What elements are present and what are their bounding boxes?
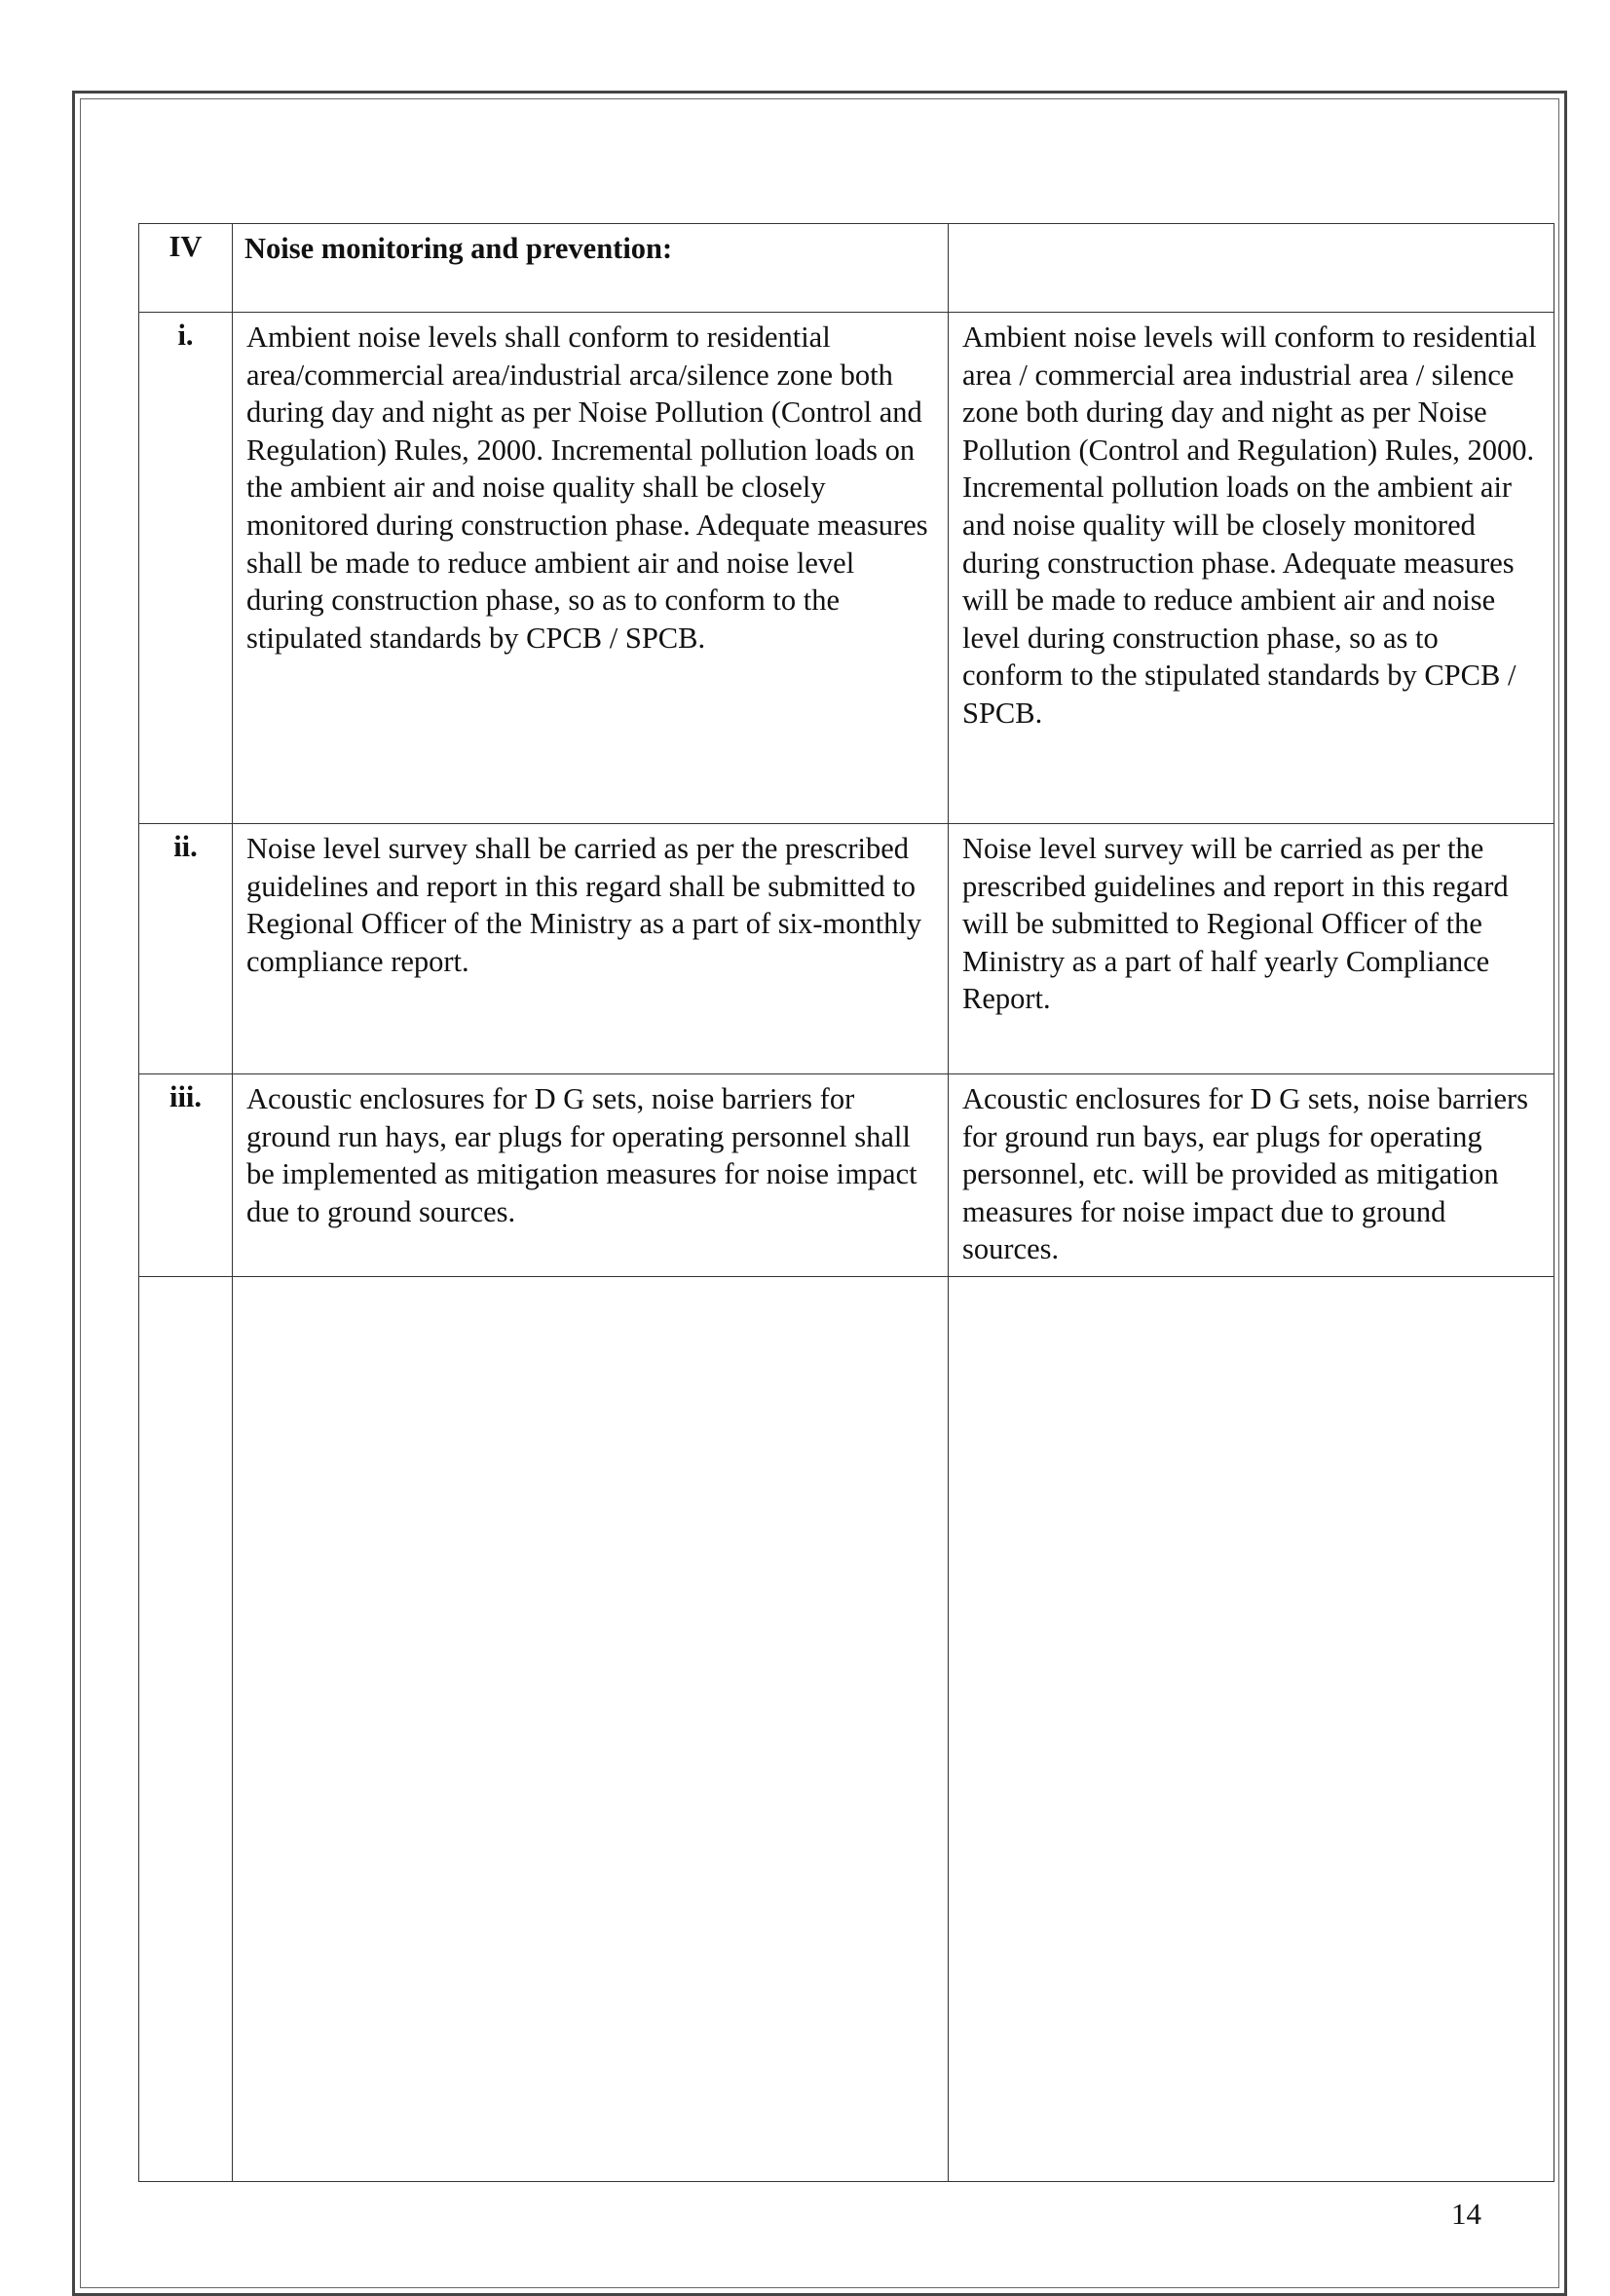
empty-table-row (139, 1276, 1554, 2181)
table-row (139, 1074, 1554, 1277)
page-number: 14 (1451, 2197, 1481, 2231)
empty-cell-response (949, 1276, 1554, 2181)
row-number: ii. (139, 824, 233, 1074)
section-number: IV (139, 224, 233, 313)
compliance-table (138, 223, 1554, 2182)
table-row (139, 824, 1554, 1074)
table-row (139, 313, 1554, 824)
compliance-response: Ambient noise levels will conform to residential area / commercial area industrial area / silence zone both during day and night as per Noise Pollution (Control and Regulation) Rules, 2000. Incremental pollution loads on the ambient air and noise quality will be closely monitored during construction phase. Adequate measures will be made to reduce ambient air and noise level during construction phase, so as to conform to the stipulated standards by CPCB / SPCB. (949, 313, 1554, 824)
section-title: Noise monitoring and prevention: (233, 224, 949, 313)
row-number: i. (139, 313, 233, 824)
row-number: iii. (139, 1074, 233, 1277)
compliance-response: Noise level survey will be carried as per the prescribed guidelines and report in this regard will be submitted to Regional Officer of the Ministry as a part of half yearly Compliance Report. (949, 824, 1554, 1074)
section-response-empty (949, 224, 1554, 313)
condition-text: Ambient noise levels shall conform to residential area/commercial area/industrial arca/silence zone both during day and night as per Noise Pollution (Control and Regulation) Rules, 2000. Incremental pollution loads on the ambient air and noise quality shall be closely monitored during construction phase. Adequate measures shall be made to reduce ambient air and noise level during construction phase, so as to conform to the stipulated standards by CPCB / SPCB. (233, 313, 949, 824)
section-header-row (139, 224, 1554, 313)
condition-text: Noise level survey shall be carried as per the prescribed guidelines and report in this regard shall be submitted to Regional Officer of the Ministry as a part of six-monthly compliance report. (233, 824, 949, 1074)
compliance-response: Acoustic enclosures for D G sets, noise barriers for ground run bays, ear plugs for operating personnel, etc. will be provided as mitigation measures for noise impact due to ground sources. (949, 1074, 1554, 1277)
empty-cell-condition (233, 1276, 949, 2181)
empty-cell-number (139, 1276, 233, 2181)
condition-text: Acoustic enclosures for D G sets, noise barriers for ground run hays, ear plugs for operating personnel shall be implemented as mitigation measures for noise impact due to ground sources. (233, 1074, 949, 1277)
